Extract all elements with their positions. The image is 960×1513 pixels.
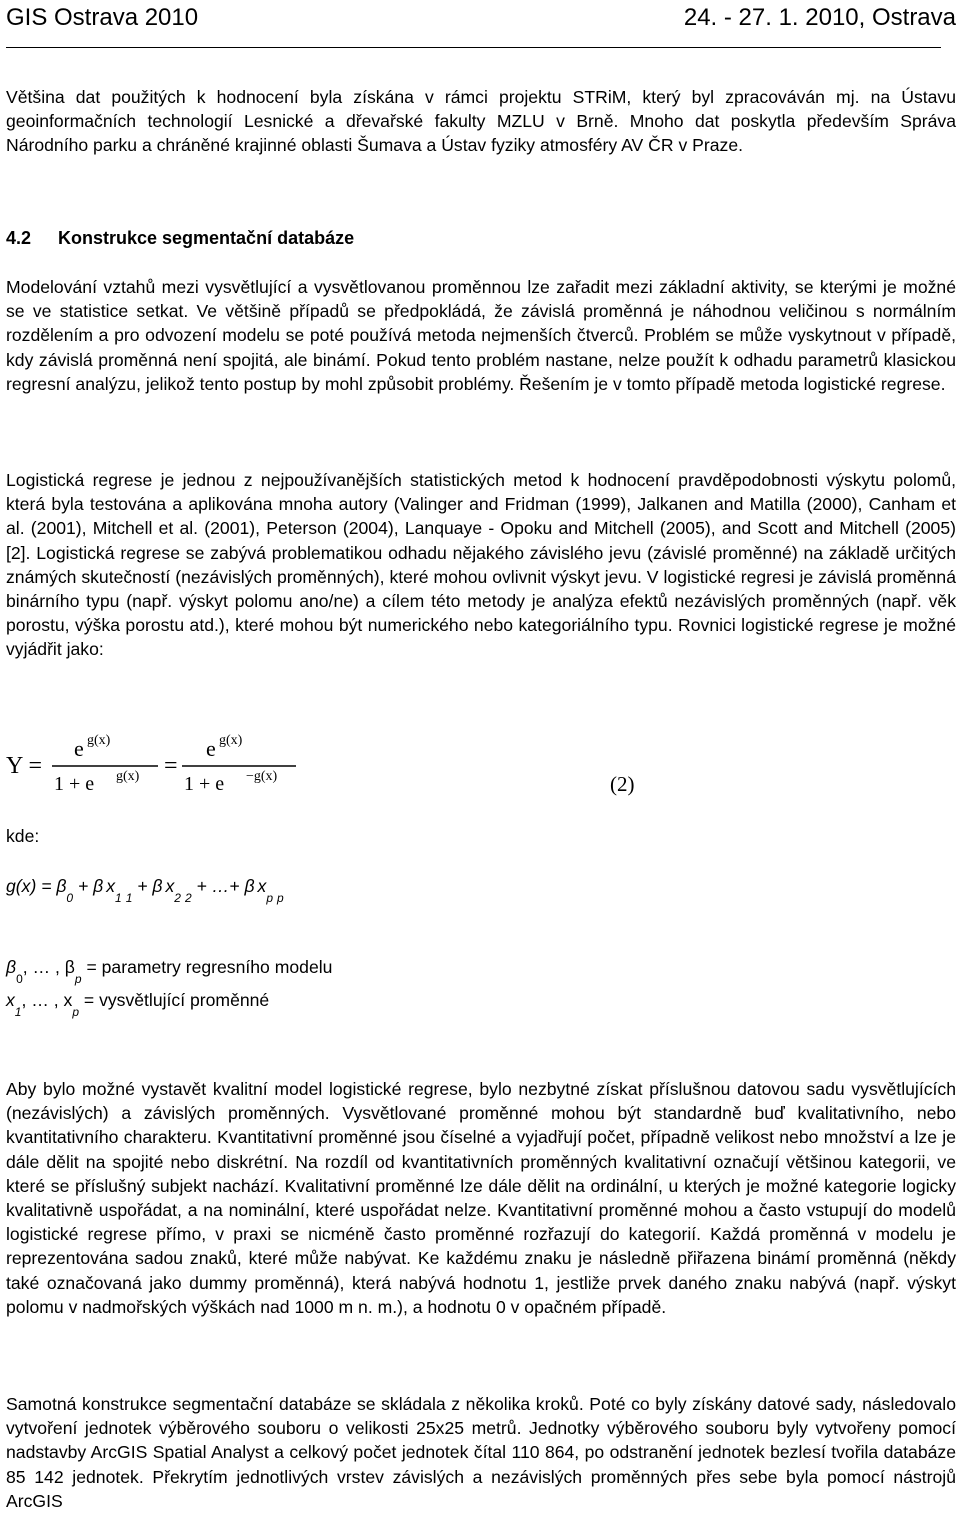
equation-numerator-2: e	[206, 736, 216, 761]
page-header	[6, 0, 956, 36]
where-label: kde:	[6, 826, 40, 846]
equation-exponent-1: g(x)	[87, 733, 111, 748]
equation-number: (2)	[610, 772, 635, 796]
paragraph-1: Modelování vztahů mezi vysvětlující a vysvětlovanou proměnnou lze zařadit mezi základní aktivity, se kterými je možné se ve statistice setkat. Ve většině případů se předpokládá, že závislá proměnná je náhodnou veličinou s normálním rozdělením a pro odvození modelu se poté používá metoda nejmenších čtverců. Problém se může vyskytnout v případě, kdy závislá proměnná není spojitá, ale binámí. Pokud tento problém nastane, nelze použít k odhadu parametrů klasickou regresní analýzu, jelikož tento postup by mohl způsobit problémy. Řešením je v tomto případě metoda logistické regrese.	[6, 277, 956, 394]
gx-definition: $g(x) = \beta_0 + \beta$ $x_1$ $_1$ + β $x_2$ $_2$ + …+ β $x_p$ $_p$	[6, 876, 284, 905]
equation-exponent-2: g(x)	[219, 733, 243, 748]
paragraph-3: Aby bylo možné vystavět kvalitní model logistické regrese, bylo nezbytné získat příslušnou datovou sadu vysvětlujících (nezávislých) a závislých proměnných. Vysvětlované proměnné mohou být standardně buď kvalitativního, nebo kvantitativního charakteru. Kvantitativní proměnné jsou číselné a vyjadřují počet, případně velikost nebo množství a lze je dále dělit na spojité nebo diskrétní. Na rozdíl od kvantitativních proměnných kvalitativní označují většinou kategorii, ve které se příslušný subjekt nachází. Kvalitativní proměnné lze dále dělit na ordinální, u kterých je možné kategorie logicky kvalitativně uspořádat, a na nominální, které uspořádat nelze. Kvantitativní proměnné mohou a často vstupují do modelů logistické regrese přímo, v praxi se nicméně často proměnné rozřazují do kategorií. Každá proměnná v modelu je reprezentována sadou znaků, které může nabývat. Ke každému znaku je následně přiřazena binámí proměnná (někdy také označovaná jako dummy proměnná), která nabývá hodnotu 1, jestliže prvek daného znaku nabývá (např. výskyt polomu v nadmořských výškách nad 1000 m n. m.), a hodnotu 0 v opačném případě.	[6, 1079, 956, 1317]
paragraph-4: Samotná konstrukce segmentační databáze se skládala z několika kroků. Poté co byly získány datové sady, následovalo vytvoření jednotek výběrového souboru o velikosti 25x25 metrů. Jednotky výběrového souboru byly vytvořeny pomocí nadstavby ArcGIS Spatial Analyst a celkový počet jednotek čítal 110 864, po odstranění jednotek bezlesí tvořila databáze 85 142 jednotek. Překrytím jednotlivých vrstev závislých a nezávislých proměnných přes sebe byla pomocí nástrojů ArcGIS	[6, 1394, 956, 1511]
section-number: 4.2	[6, 228, 32, 248]
equation-denominator-exponent-2: −g(x)	[246, 769, 278, 784]
logistic-regression-equation	[4, 730, 304, 796]
equation-denominator-2: 1 + e	[184, 773, 225, 795]
x-definition: $x_1$, … , $x_p$ = vysvětlující proměnné	[6, 990, 270, 1019]
conference-name: GIS Ostrava 2010	[6, 4, 199, 31]
header-divider	[6, 47, 941, 48]
equation-denominator-exponent-1: g(x)	[116, 769, 140, 784]
equation-equals: =	[164, 753, 178, 779]
equation-denominator-1: 1 + e	[54, 773, 95, 795]
equation-lhs: Y =	[6, 753, 42, 779]
intro-paragraph: Většina dat použitých k hodnocení byla získána v rámci projektu STRiM, který byl zpracováván mj. na Ústavu geoinformačních technologií Lesnické a dřevařské fakulty MZLU v Brně. Mnoho dat poskytla především Správa Národního parku a chráněné krajinné oblasti Šumava a Ústav fyziky atmosféry AV ČR v Praze.	[6, 87, 956, 156]
equation-numerator-1: e	[74, 736, 84, 761]
paragraph-2: Logistická regrese je jednou z nejpoužívanějších statistických metod k hodnocení pravděpodobnosti výskytu polomů, která byla testována a aplikována mnoha autory (Valinger and Fridman (1999), Jalkanen and Matilla (2000), Canham et al. (2001), Mitchell et al. (2001), Peterson (2004), Lanquaye - Opoku and Mitchell (2005), and Scott and Mitchell (2005) [2]. Logistická regrese se zabývá problematikou odhadu nějakého závislého jevu (závislé proměnné) na základě určitých známých skutečností (nezávislých proměnných), které mohou ovlivnit výskyt jevu. V logistické regresi je závislá proměnná binárního typu (např. výskyt polomu ano/ne) a cílem této metody je analýza efektů nezávislých proměnných (např. věk porostu, výška porostu atd.), které mohou být numerického nebo kategoriálního typu. Rovnici logistické regrese je možné vyjádřit jako:	[6, 470, 956, 660]
beta-definition: $\beta_0$, … , $\beta_p$ = parametry regresního modelu	[6, 957, 333, 986]
section-title: Konstrukce segmentační databáze	[58, 228, 355, 248]
conference-date-place: 24. - 27. 1. 2010, Ostrava	[683, 4, 956, 31]
section-heading	[6, 228, 354, 249]
